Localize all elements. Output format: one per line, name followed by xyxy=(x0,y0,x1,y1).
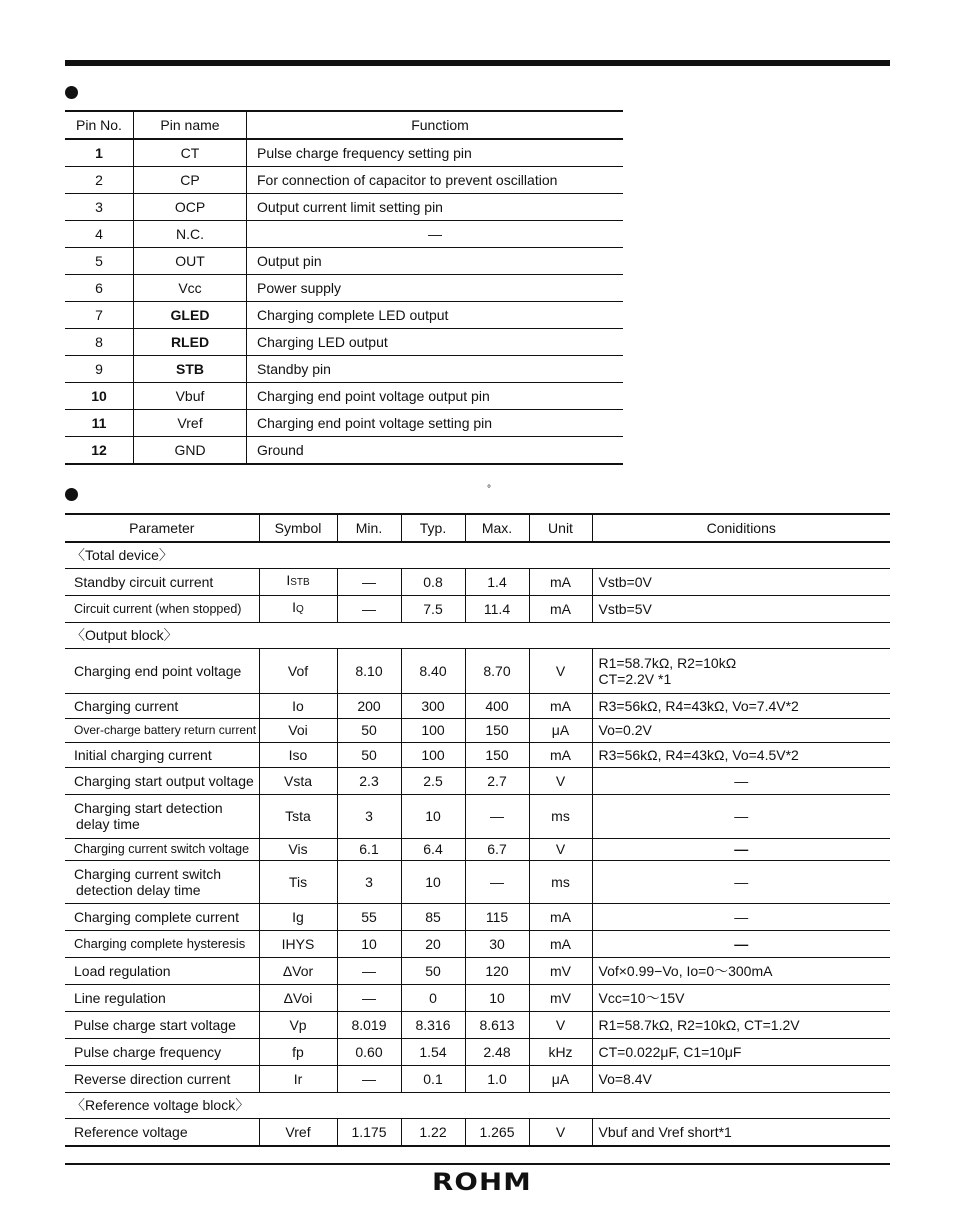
top-rule xyxy=(65,60,890,66)
pin-name: Vcc xyxy=(134,275,247,302)
table-row xyxy=(65,693,890,718)
pin-table-header-row xyxy=(65,111,623,139)
table-row xyxy=(65,930,890,957)
param-cell: Standby circuit current xyxy=(65,568,259,595)
cond-line-2: CT=2.2V *1 xyxy=(598,670,672,687)
symbol-cell: fp xyxy=(259,1038,337,1065)
cond-cell: R3=56kΩ, R4=43kΩ, Vo=7.4V*2 xyxy=(592,693,890,718)
pin-no: 11 xyxy=(65,410,134,437)
pin-no: 1 xyxy=(65,139,134,167)
unit-cell: μA xyxy=(529,718,592,742)
max-cell: 400 xyxy=(465,693,529,718)
section-row-reference-voltage-block xyxy=(65,1092,890,1118)
section-label: 〈Reference voltage block〉 xyxy=(65,1092,890,1118)
max-cell: 1.4 xyxy=(465,568,529,595)
pin-function: Charging end point voltage output pin xyxy=(247,383,624,410)
param-cell: Charging current switch voltage xyxy=(65,838,259,860)
table-row xyxy=(65,742,890,767)
max-cell: 150 xyxy=(465,742,529,767)
typ-cell: 10 xyxy=(401,794,465,838)
cond-cell: — xyxy=(592,860,890,903)
cond-cell: — xyxy=(592,903,890,930)
pin-name: GND xyxy=(134,437,247,465)
param-cell: Load regulation xyxy=(65,957,259,984)
cond-cell: — xyxy=(592,930,890,957)
max-cell: 10 xyxy=(465,984,529,1011)
unit-cell: V xyxy=(529,1011,592,1038)
pin-name: STB xyxy=(134,356,247,383)
cond-line-1: R1=58.7kΩ, R2=10kΩ xyxy=(598,654,737,671)
min-cell: 50 xyxy=(337,742,401,767)
table-row xyxy=(65,194,623,221)
symbol-cell: ΔVoi xyxy=(259,984,337,1011)
max-cell: 1.265 xyxy=(465,1118,529,1146)
pin-function: Ground xyxy=(247,437,624,465)
pin-function: Power supply xyxy=(247,275,624,302)
max-cell: 150 xyxy=(465,718,529,742)
section-label: 〈Output block〉 xyxy=(65,622,890,648)
table-row xyxy=(65,767,890,794)
typ-cell: 85 xyxy=(401,903,465,930)
table-row xyxy=(65,302,623,329)
symbol-cell: Ig xyxy=(259,903,337,930)
param-cell: Pulse charge start voltage xyxy=(65,1011,259,1038)
cond-cell: Vof×0.99−Vo, Io=0〜300mA xyxy=(592,957,890,984)
pin-no: 8 xyxy=(65,329,134,356)
min-cell: 3 xyxy=(337,860,401,903)
table-row xyxy=(65,221,623,248)
table-row xyxy=(65,794,890,838)
unit-cell: μA xyxy=(529,1065,592,1092)
table-row xyxy=(65,957,890,984)
pin-name: CP xyxy=(134,167,247,194)
min-cell: 10 xyxy=(337,930,401,957)
min-cell: — xyxy=(337,595,401,622)
section-row-total-device xyxy=(65,542,890,568)
typ-cell: 8.316 xyxy=(401,1011,465,1038)
typ-cell: 100 xyxy=(401,742,465,767)
typ-cell: 7.5 xyxy=(401,595,465,622)
min-cell: 0.60 xyxy=(337,1038,401,1065)
min-cell: 6.1 xyxy=(337,838,401,860)
cond-cell: — xyxy=(592,767,890,794)
min-cell: 2.3 xyxy=(337,767,401,794)
table-row xyxy=(65,838,890,860)
min-cell: — xyxy=(337,957,401,984)
section-row-output-block xyxy=(65,622,890,648)
param-cell: Reference voltage xyxy=(65,1118,259,1146)
table-row xyxy=(65,903,890,930)
table-row xyxy=(65,329,623,356)
min-cell: 50 xyxy=(337,718,401,742)
symbol-cell: Vp xyxy=(259,1011,337,1038)
param-cell: Reverse direction current xyxy=(65,1065,259,1092)
section-bullet-electrical-characteristics xyxy=(65,488,78,501)
min-cell: 1.175 xyxy=(337,1118,401,1146)
unit-cell: ms xyxy=(529,794,592,838)
header-typ: Typ. xyxy=(401,514,465,542)
header-unit: Unit xyxy=(529,514,592,542)
unit-cell: mV xyxy=(529,984,592,1011)
unit-cell: ms xyxy=(529,860,592,903)
pin-name: Vref xyxy=(134,410,247,437)
table-row xyxy=(65,383,623,410)
unit-cell: mA xyxy=(529,742,592,767)
cond-cell: R1=58.7kΩ, R2=10kΩ, CT=1.2V xyxy=(592,1011,890,1038)
param-cell: Charging end point voltage xyxy=(65,648,259,693)
cond-cell: CT=0.022μF, C1=10μF xyxy=(592,1038,890,1065)
section-label: 〈Total device〉 xyxy=(71,547,173,564)
param-cell: Circuit current (when stopped) xyxy=(65,595,259,622)
param-cell: Over-charge battery return current xyxy=(65,718,259,742)
max-cell: 1.0 xyxy=(465,1065,529,1092)
pin-no: 7 xyxy=(65,302,134,329)
typ-cell: 0.8 xyxy=(401,568,465,595)
cond-cell: Vo=8.4V xyxy=(592,1065,890,1092)
min-cell: 200 xyxy=(337,693,401,718)
typ-cell: 50 xyxy=(401,957,465,984)
degree-mark: ° xyxy=(487,484,491,495)
pin-description-table xyxy=(65,110,623,465)
unit-cell: mA xyxy=(529,903,592,930)
table-row xyxy=(65,356,623,383)
typ-cell: 20 xyxy=(401,930,465,957)
param-line-2: delay time xyxy=(76,816,140,832)
section-bullet-pin-description xyxy=(65,86,78,99)
typ-cell: 100 xyxy=(401,718,465,742)
cond-cell: Vstb=0V xyxy=(592,568,890,595)
footer-rule xyxy=(65,1163,890,1165)
header-symbol: Symbol xyxy=(259,514,337,542)
pin-function: For connection of capacitor to prevent oscillation xyxy=(247,167,624,194)
table-row xyxy=(65,167,623,194)
typ-cell: 8.40 xyxy=(401,648,465,693)
table-row xyxy=(65,1118,890,1146)
min-cell: — xyxy=(337,1065,401,1092)
unit-cell: mA xyxy=(529,568,592,595)
table-row xyxy=(65,595,890,622)
table-row xyxy=(65,410,623,437)
param-cell: Initial charging current xyxy=(65,742,259,767)
pin-no: 10 xyxy=(65,383,134,410)
table-row xyxy=(65,1065,890,1092)
pin-no: 6 xyxy=(65,275,134,302)
pin-name: OCP xyxy=(134,194,247,221)
typ-cell: 1.22 xyxy=(401,1118,465,1146)
max-cell: 6.7 xyxy=(465,838,529,860)
cond-cell: Vcc=10〜15V xyxy=(592,984,890,1011)
param-cell xyxy=(65,794,259,838)
cond-cell: Vbuf and Vref short*1 xyxy=(592,1118,890,1146)
header-pin-no: Pin No. xyxy=(65,111,134,139)
symbol-cell: ISTB xyxy=(259,568,337,595)
typ-cell: 6.4 xyxy=(401,838,465,860)
table-row xyxy=(65,275,623,302)
cond-cell: Vstb=5V xyxy=(592,595,890,622)
param-cell: Charging current xyxy=(65,693,259,718)
min-cell: 3 xyxy=(337,794,401,838)
symbol-cell: Voi xyxy=(259,718,337,742)
pin-no: 5 xyxy=(65,248,134,275)
typ-cell: 10 xyxy=(401,860,465,903)
param-cell: Charging complete current xyxy=(65,903,259,930)
param-cell: Charging complete hysteresis xyxy=(65,930,259,957)
table-row xyxy=(65,984,890,1011)
min-cell: — xyxy=(337,984,401,1011)
param-line-1: Charging current switch xyxy=(74,865,222,882)
pin-function: — xyxy=(247,221,624,248)
param-cell: Line regulation xyxy=(65,984,259,1011)
pin-no: 2 xyxy=(65,167,134,194)
pin-name: Vbuf xyxy=(134,383,247,410)
param-cell xyxy=(65,860,259,903)
unit-cell: V xyxy=(529,838,592,860)
unit-cell: kHz xyxy=(529,1038,592,1065)
symbol-cell: IHYS xyxy=(259,930,337,957)
pin-no: 9 xyxy=(65,356,134,383)
typ-cell: 2.5 xyxy=(401,767,465,794)
symbol-cell: Vis xyxy=(259,838,337,860)
symbol-cell: ΔVor xyxy=(259,957,337,984)
table-row xyxy=(65,248,623,275)
param-cell: Charging start output voltage xyxy=(65,767,259,794)
pin-function: Output pin xyxy=(247,248,624,275)
cond-cell: R3=56kΩ, R4=43kΩ, Vo=4.5V*2 xyxy=(592,742,890,767)
table-row xyxy=(65,1011,890,1038)
symbol-cell: Vref xyxy=(259,1118,337,1146)
table-row xyxy=(65,860,890,903)
unit-cell: V xyxy=(529,1118,592,1146)
cond-cell: Vo=0.2V xyxy=(592,718,890,742)
symbol-cell: Vof xyxy=(259,648,337,693)
table-row xyxy=(65,437,623,465)
symbol-cell: Vsta xyxy=(259,767,337,794)
param-line-2: detection delay time xyxy=(76,881,201,898)
max-cell: 2.48 xyxy=(465,1038,529,1065)
param-cell: Pulse charge frequency xyxy=(65,1038,259,1065)
header-pin-name: Pin name xyxy=(134,111,247,139)
table-row xyxy=(65,718,890,742)
pin-name: GLED xyxy=(134,302,247,329)
unit-cell: mA xyxy=(529,693,592,718)
max-cell: — xyxy=(465,794,529,838)
pin-name: N.C. xyxy=(134,221,247,248)
pin-name: CT xyxy=(134,139,247,167)
pin-name: RLED xyxy=(134,329,247,356)
unit-cell: mA xyxy=(529,595,592,622)
typ-cell: 0 xyxy=(401,984,465,1011)
typ-cell: 300 xyxy=(401,693,465,718)
table-row xyxy=(65,648,890,693)
symbol-cell: IQ xyxy=(259,595,337,622)
param-line-1: Charging start detection xyxy=(74,800,223,816)
header-parameter: Parameter xyxy=(65,514,259,542)
min-cell: 8.10 xyxy=(337,648,401,693)
max-cell: 8.613 xyxy=(465,1011,529,1038)
unit-cell: mA xyxy=(529,930,592,957)
max-cell: 8.70 xyxy=(465,648,529,693)
cond-cell: — xyxy=(592,838,890,860)
symbol-cell: Ir xyxy=(259,1065,337,1092)
pin-no: 12 xyxy=(65,437,134,465)
header-min: Min. xyxy=(337,514,401,542)
pin-function: Charging end point voltage setting pin xyxy=(247,410,624,437)
pin-function: Standby pin xyxy=(247,356,624,383)
min-cell: 55 xyxy=(337,903,401,930)
pin-no: 3 xyxy=(65,194,134,221)
pin-function: Charging LED output xyxy=(247,329,624,356)
pin-name: OUT xyxy=(134,248,247,275)
header-function: Functiom xyxy=(247,111,624,139)
header-max: Max. xyxy=(465,514,529,542)
unit-cell: mV xyxy=(529,957,592,984)
table-row xyxy=(65,568,890,595)
header-conditions: Coniditions xyxy=(592,514,890,542)
ec-table-header-row xyxy=(65,514,890,542)
rohm-logo: ROHM xyxy=(432,1168,532,1196)
pin-function: Charging complete LED output xyxy=(247,302,624,329)
typ-cell: 0.1 xyxy=(401,1065,465,1092)
max-cell: 30 xyxy=(465,930,529,957)
max-cell: 115 xyxy=(465,903,529,930)
typ-cell: 1.54 xyxy=(401,1038,465,1065)
min-cell: 8.019 xyxy=(337,1011,401,1038)
pin-no: 4 xyxy=(65,221,134,248)
symbol-cell: Io xyxy=(259,693,337,718)
max-cell: 120 xyxy=(465,957,529,984)
min-cell: — xyxy=(337,568,401,595)
table-row xyxy=(65,139,623,167)
max-cell: 11.4 xyxy=(465,595,529,622)
pin-function: Output current limit setting pin xyxy=(247,194,624,221)
max-cell: — xyxy=(465,860,529,903)
table-row xyxy=(65,1038,890,1065)
electrical-characteristics-table xyxy=(65,513,890,1147)
symbol-cell: Tis xyxy=(259,860,337,903)
symbol-cell: Tsta xyxy=(259,794,337,838)
unit-cell: V xyxy=(529,767,592,794)
symbol-cell: Iso xyxy=(259,742,337,767)
cond-cell xyxy=(592,648,890,693)
cond-cell: — xyxy=(592,794,890,838)
pin-function: Pulse charge frequency setting pin xyxy=(257,145,472,161)
unit-cell: V xyxy=(529,648,592,693)
max-cell: 2.7 xyxy=(465,767,529,794)
